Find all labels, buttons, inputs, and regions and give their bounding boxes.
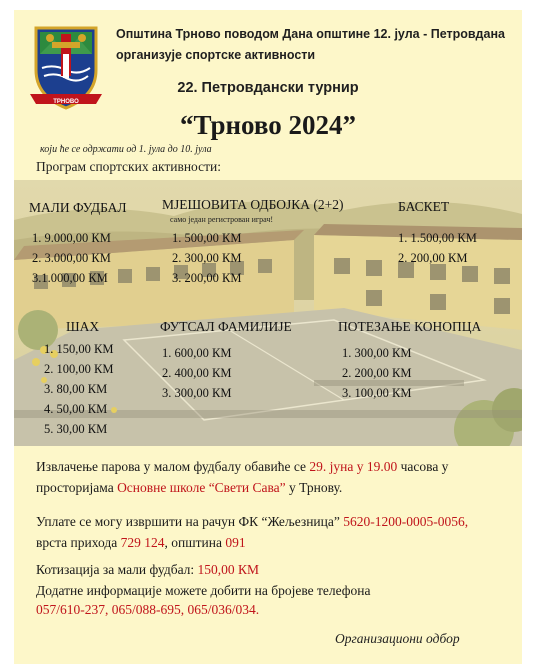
prize-basketball-2: 2. 200,00 КМ bbox=[398, 251, 468, 265]
draw-text-d: у Трнову. bbox=[289, 480, 343, 495]
draw-text-c: просторијама bbox=[36, 480, 114, 495]
sport-title-chess: ШАХ bbox=[66, 319, 100, 334]
sport-title-family-futsal: ФУТСАЛ ФАМИЛИЈЕ bbox=[160, 319, 292, 334]
event-dates: који ће се одржати од 1. јула до 10. јула bbox=[40, 144, 212, 155]
prize-futsal-3: 3. 300,00 КМ bbox=[162, 386, 232, 400]
tournament-subtitle: 22. Петровдански турнир bbox=[177, 80, 359, 96]
contact-label: Додатне информације можете добити на бројеве телефона bbox=[36, 583, 371, 598]
prize-volleyball-1: 1. 500,00 КМ bbox=[172, 231, 242, 245]
payment-revenue-type: 729 124 bbox=[120, 535, 165, 550]
payment-line-1 bbox=[36, 514, 468, 530]
prize-chess-2: 2. 100,00 КМ bbox=[44, 362, 114, 376]
draw-text-a: Извлачење парова у малом фудбалу обавиће се bbox=[36, 459, 306, 474]
sport-title-mixed-volleyball: МЈЕШОВИТА ОДБОЈКА (2+2) bbox=[162, 197, 344, 212]
sport-title-mini-football: МАЛИ ФУДБАЛ bbox=[29, 200, 127, 215]
municipality-crest-icon bbox=[30, 24, 102, 110]
prize-tug-3: 3. 100,00 КМ bbox=[342, 386, 412, 400]
prize-chess-1: 1. 150,00 КМ bbox=[44, 342, 114, 356]
draw-school: Основне школе “Свети Сава” bbox=[117, 480, 286, 495]
payment-line-2 bbox=[36, 535, 246, 551]
prize-basketball-1: 1. 1.500,00 КМ bbox=[398, 231, 477, 245]
prize-tug-1: 1. 300,00 КМ bbox=[342, 346, 412, 360]
prize-volleyball-2: 2. 300,00 КМ bbox=[172, 251, 242, 265]
payment-text-c: , општина bbox=[164, 535, 222, 550]
fee-amount: 150,00 КМ bbox=[197, 562, 260, 577]
crest-ribbon-text: ТРНОВО bbox=[53, 99, 79, 105]
draw-line-1 bbox=[36, 459, 448, 475]
prize-volleyball-3: 3. 200,00 КМ bbox=[172, 271, 242, 285]
volleyball-note: само један регистрован играч! bbox=[170, 215, 274, 224]
sport-title-tug-of-war: ПОТЕЗАЊЕ КОНОПЦА bbox=[338, 319, 482, 334]
draw-text-b: часова у bbox=[400, 459, 449, 474]
prize-football-1: 1. 9.000,00 КМ bbox=[32, 231, 111, 245]
prize-football-2: 2. 3.000,00 КМ bbox=[32, 251, 111, 265]
prize-football-3: 3.1.000,00 КМ bbox=[32, 271, 108, 285]
prize-chess-5: 5. 30,00 КМ bbox=[44, 422, 108, 436]
tournament-title: “Трново 2024” bbox=[179, 110, 357, 140]
draw-date: 29. јуна у 19.00 bbox=[309, 459, 398, 474]
prize-tug-2: 2. 200,00 КМ bbox=[342, 366, 412, 380]
payment-account: 5620-1200-0005-0056, bbox=[343, 514, 469, 529]
contact-phones: 057/610-237, 065/088-695, 065/036/034. bbox=[36, 602, 260, 617]
fee-label: Котизација за мали фудбал: bbox=[36, 562, 195, 577]
prize-chess-3: 3. 80,00 КМ bbox=[44, 382, 108, 396]
prize-chess-4: 4. 50,00 КМ bbox=[44, 402, 108, 416]
prize-futsal-1: 1. 600,00 КМ bbox=[162, 346, 232, 360]
payment-text-a: Уплате се могу извршити на рачун ФК “Жељезница” bbox=[36, 514, 340, 529]
signature: Организациони одбор bbox=[335, 631, 460, 646]
draw-line-2 bbox=[36, 480, 342, 496]
sport-title-basketball: БАСКЕТ bbox=[398, 199, 450, 214]
header-line-1: Општина Трново поводом Дана општине 12. јула - Петровдана bbox=[116, 27, 505, 41]
prize-futsal-2: 2. 400,00 КМ bbox=[162, 366, 232, 380]
program-label: Програм спортских активности: bbox=[36, 159, 221, 174]
header-line-2: организује спортске активности bbox=[116, 48, 316, 62]
payment-text-b: врста прихода bbox=[36, 535, 118, 550]
payment-municipality: 091 bbox=[225, 535, 246, 550]
fee-line bbox=[36, 562, 259, 578]
header-block bbox=[116, 24, 516, 66]
